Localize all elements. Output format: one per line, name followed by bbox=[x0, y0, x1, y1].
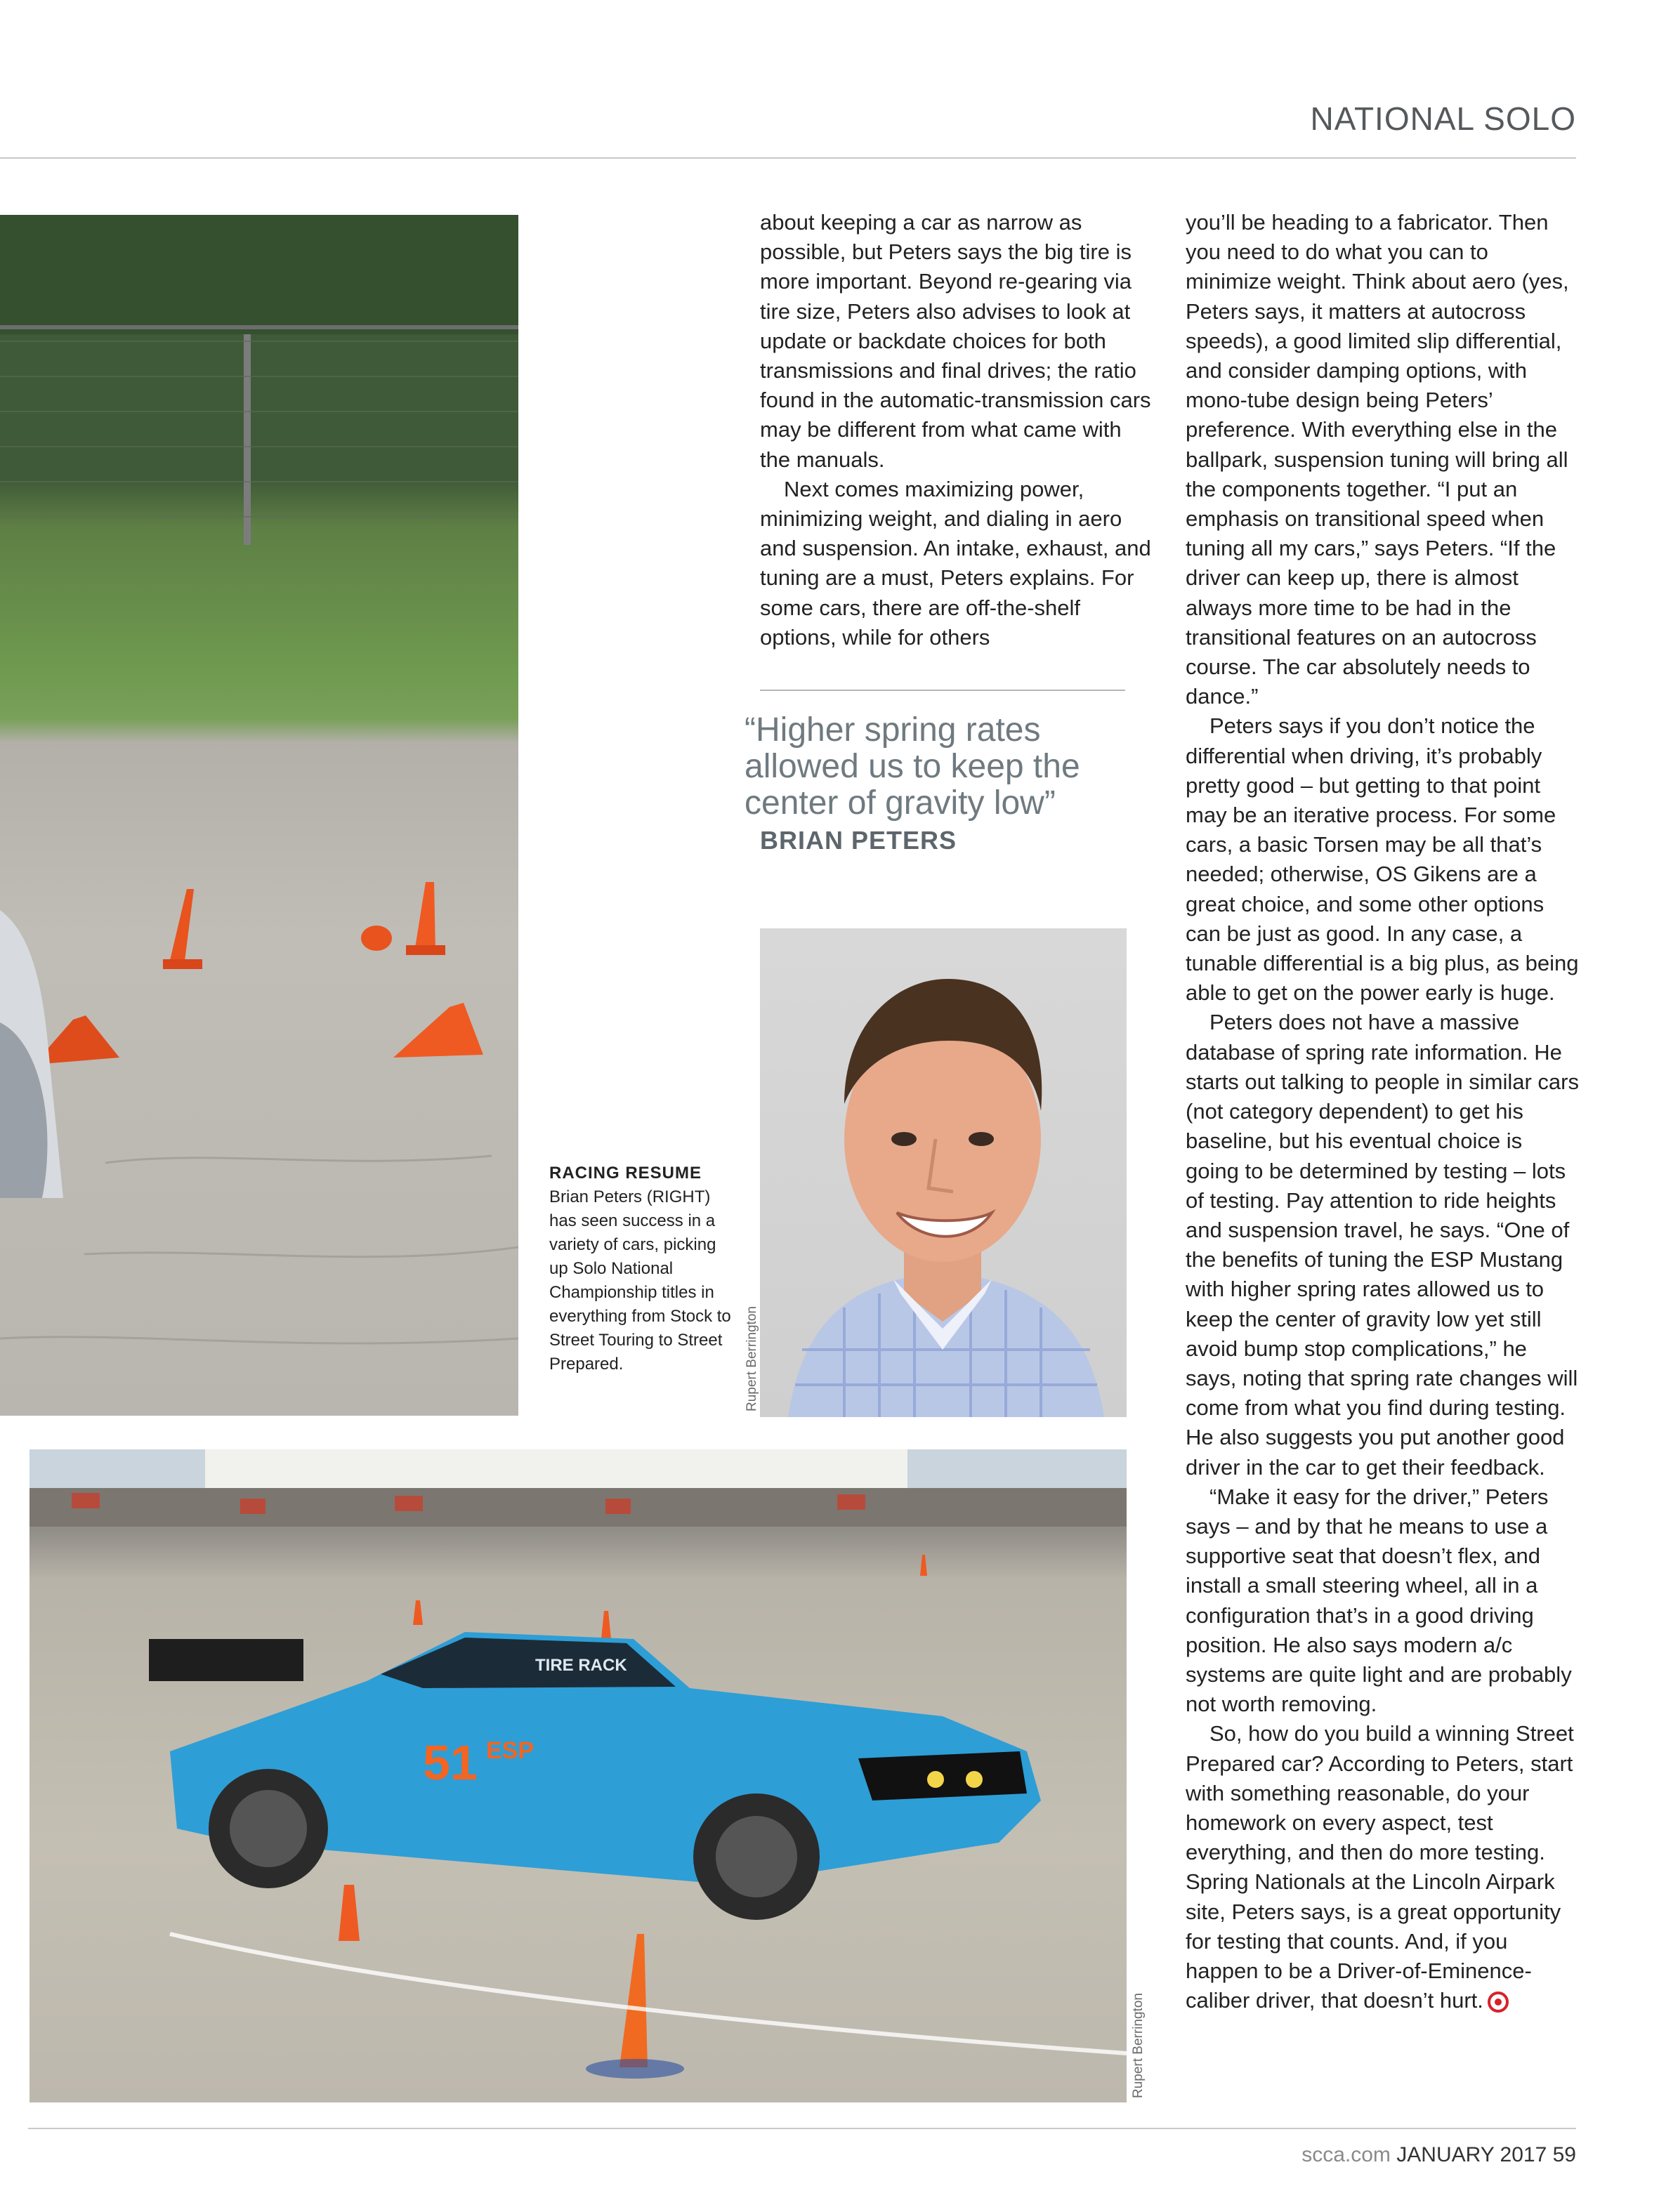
autocross-cones-photo bbox=[0, 215, 518, 1416]
brian-peters-portrait bbox=[760, 928, 1127, 1417]
paragraph: “Make it easy for the driver,” Peters says – and by that he means to use a supportive seat that doesn’t flex, and install a small steering wheel, all in a configuration that’s in a good driving position. He also says modern a/c systems are quite light and are probably not worth removing. bbox=[1186, 1484, 1572, 1717]
footer-site: scca.com bbox=[1301, 2143, 1391, 2166]
blue-mustang-photo bbox=[29, 1449, 1127, 2102]
pull-quote-attribution: BRIAN PETERS bbox=[760, 826, 957, 855]
caption-text: Brian Peters (RIGHT) has seen success in a variety of cars, picking up Solo National Championship titles in everything from Stock to Street Touring to Street Prepared. bbox=[549, 1187, 731, 1374]
article-column-middle bbox=[760, 208, 1153, 652]
paragraph: Peters does not have a massive database of spring rate information. He starts out talking to people in similar cars (not category dependent) to get his baseline, but his eventual choice is going to be determined by testing – lots of testing. Pay attention to ride heights and suspension travel, he says. “One of the benefits of tuning the ESP Mustang with higher spring rates allowed us to keep the center of gravity low yet still avoid bump stop complications,” he says, noting that spring rate changes will come from what you find during testing. He also suggests you put another good driver in the car to get their feedback. bbox=[1186, 1010, 1579, 1480]
pull-quote: “Higher spring rates allowed us to keep the center of gravity low” bbox=[745, 711, 1080, 822]
footer-rule bbox=[28, 2128, 1576, 2129]
car-number: 51 bbox=[423, 1735, 478, 1790]
paragraph: about keeping a car as narrow as possible, but Peters says the big tire is more important. Beyond re-gearing via tire size, Peters also advises to look at update or backdate choices for both transmissions and final drives; the ratio found in the automatic-transmission cars may be different from what came with the manuals. bbox=[760, 210, 1151, 472]
footer-issue: JANUARY 2017 bbox=[1396, 2143, 1547, 2166]
cones-illustration bbox=[0, 215, 518, 1416]
paragraph: Next comes maximizing power, minimizing weight, and dialing in aero and suspension. An intake, exhaust, and tuning are a must, Peters explains. For some cars, there are off-the-shelf options, while for others bbox=[760, 476, 1151, 650]
pull-quote-rule bbox=[760, 690, 1125, 691]
car-photo-credit: Rupert Berrington bbox=[1131, 1993, 1146, 2098]
paragraph: Peters says if you don’t notice the differential when driving, it’s probably pretty good – but getting to that point may be an iterative process. For some cars, a basic Torsen may be all that’s needed; otherwise, OS Gikens are a great choice, and some other options can be just as good. In any case, a tunable differential is a big plus, as being able to get on the power early is huge. bbox=[1186, 713, 1579, 1006]
end-of-article-icon bbox=[1488, 1992, 1509, 2013]
portrait-photo-credit: Rupert Berrington bbox=[745, 1306, 759, 1411]
article-column-right bbox=[1186, 208, 1579, 2015]
paragraph: So, how do you build a winning Street Prepared car? According to Peters, start with something reasonable, do your homework on every aspect, test everything, and then do more testing. Spring Nationals at the Lincoln Airpark site, Peters says, is a great opportunity for testing that counts. And, if you happen to be a Driver-of-Eminence-caliber driver, that doesn’t hurt. bbox=[1186, 1721, 1574, 2013]
paragraph: you’ll be heading to a fabricator. Then you need to do what you can to minimize weight. Think about aero (yes, Peters says, it matters at autocross speeds), a good limited slip differential, and consider damping options, with mono-tube design being Peters’ preference. With everything else in the ballpark, suspension tuning will bring all the components together. “I put an emphasis on transitional speed when tuning all my cars,” says Peters. “If the driver can keep up, there is almost always more time to be had in the transitional features on an autocross course. The car absolutely needs to dance.” bbox=[1186, 210, 1569, 709]
section-label: NATIONAL SOLO bbox=[1310, 100, 1576, 137]
photo-caption bbox=[549, 1161, 732, 1376]
portrait-illustration bbox=[760, 928, 1127, 1417]
mustang-illustration bbox=[29, 1449, 1127, 2102]
page-footer bbox=[1301, 2143, 1576, 2167]
header-rule bbox=[0, 157, 1576, 159]
page-number: 59 bbox=[1552, 2143, 1576, 2166]
caption-title: RACING RESUME bbox=[549, 1164, 702, 1183]
car-class: ESP bbox=[486, 1737, 535, 1764]
windshield-banner: TIRE RACK bbox=[535, 1656, 627, 1675]
